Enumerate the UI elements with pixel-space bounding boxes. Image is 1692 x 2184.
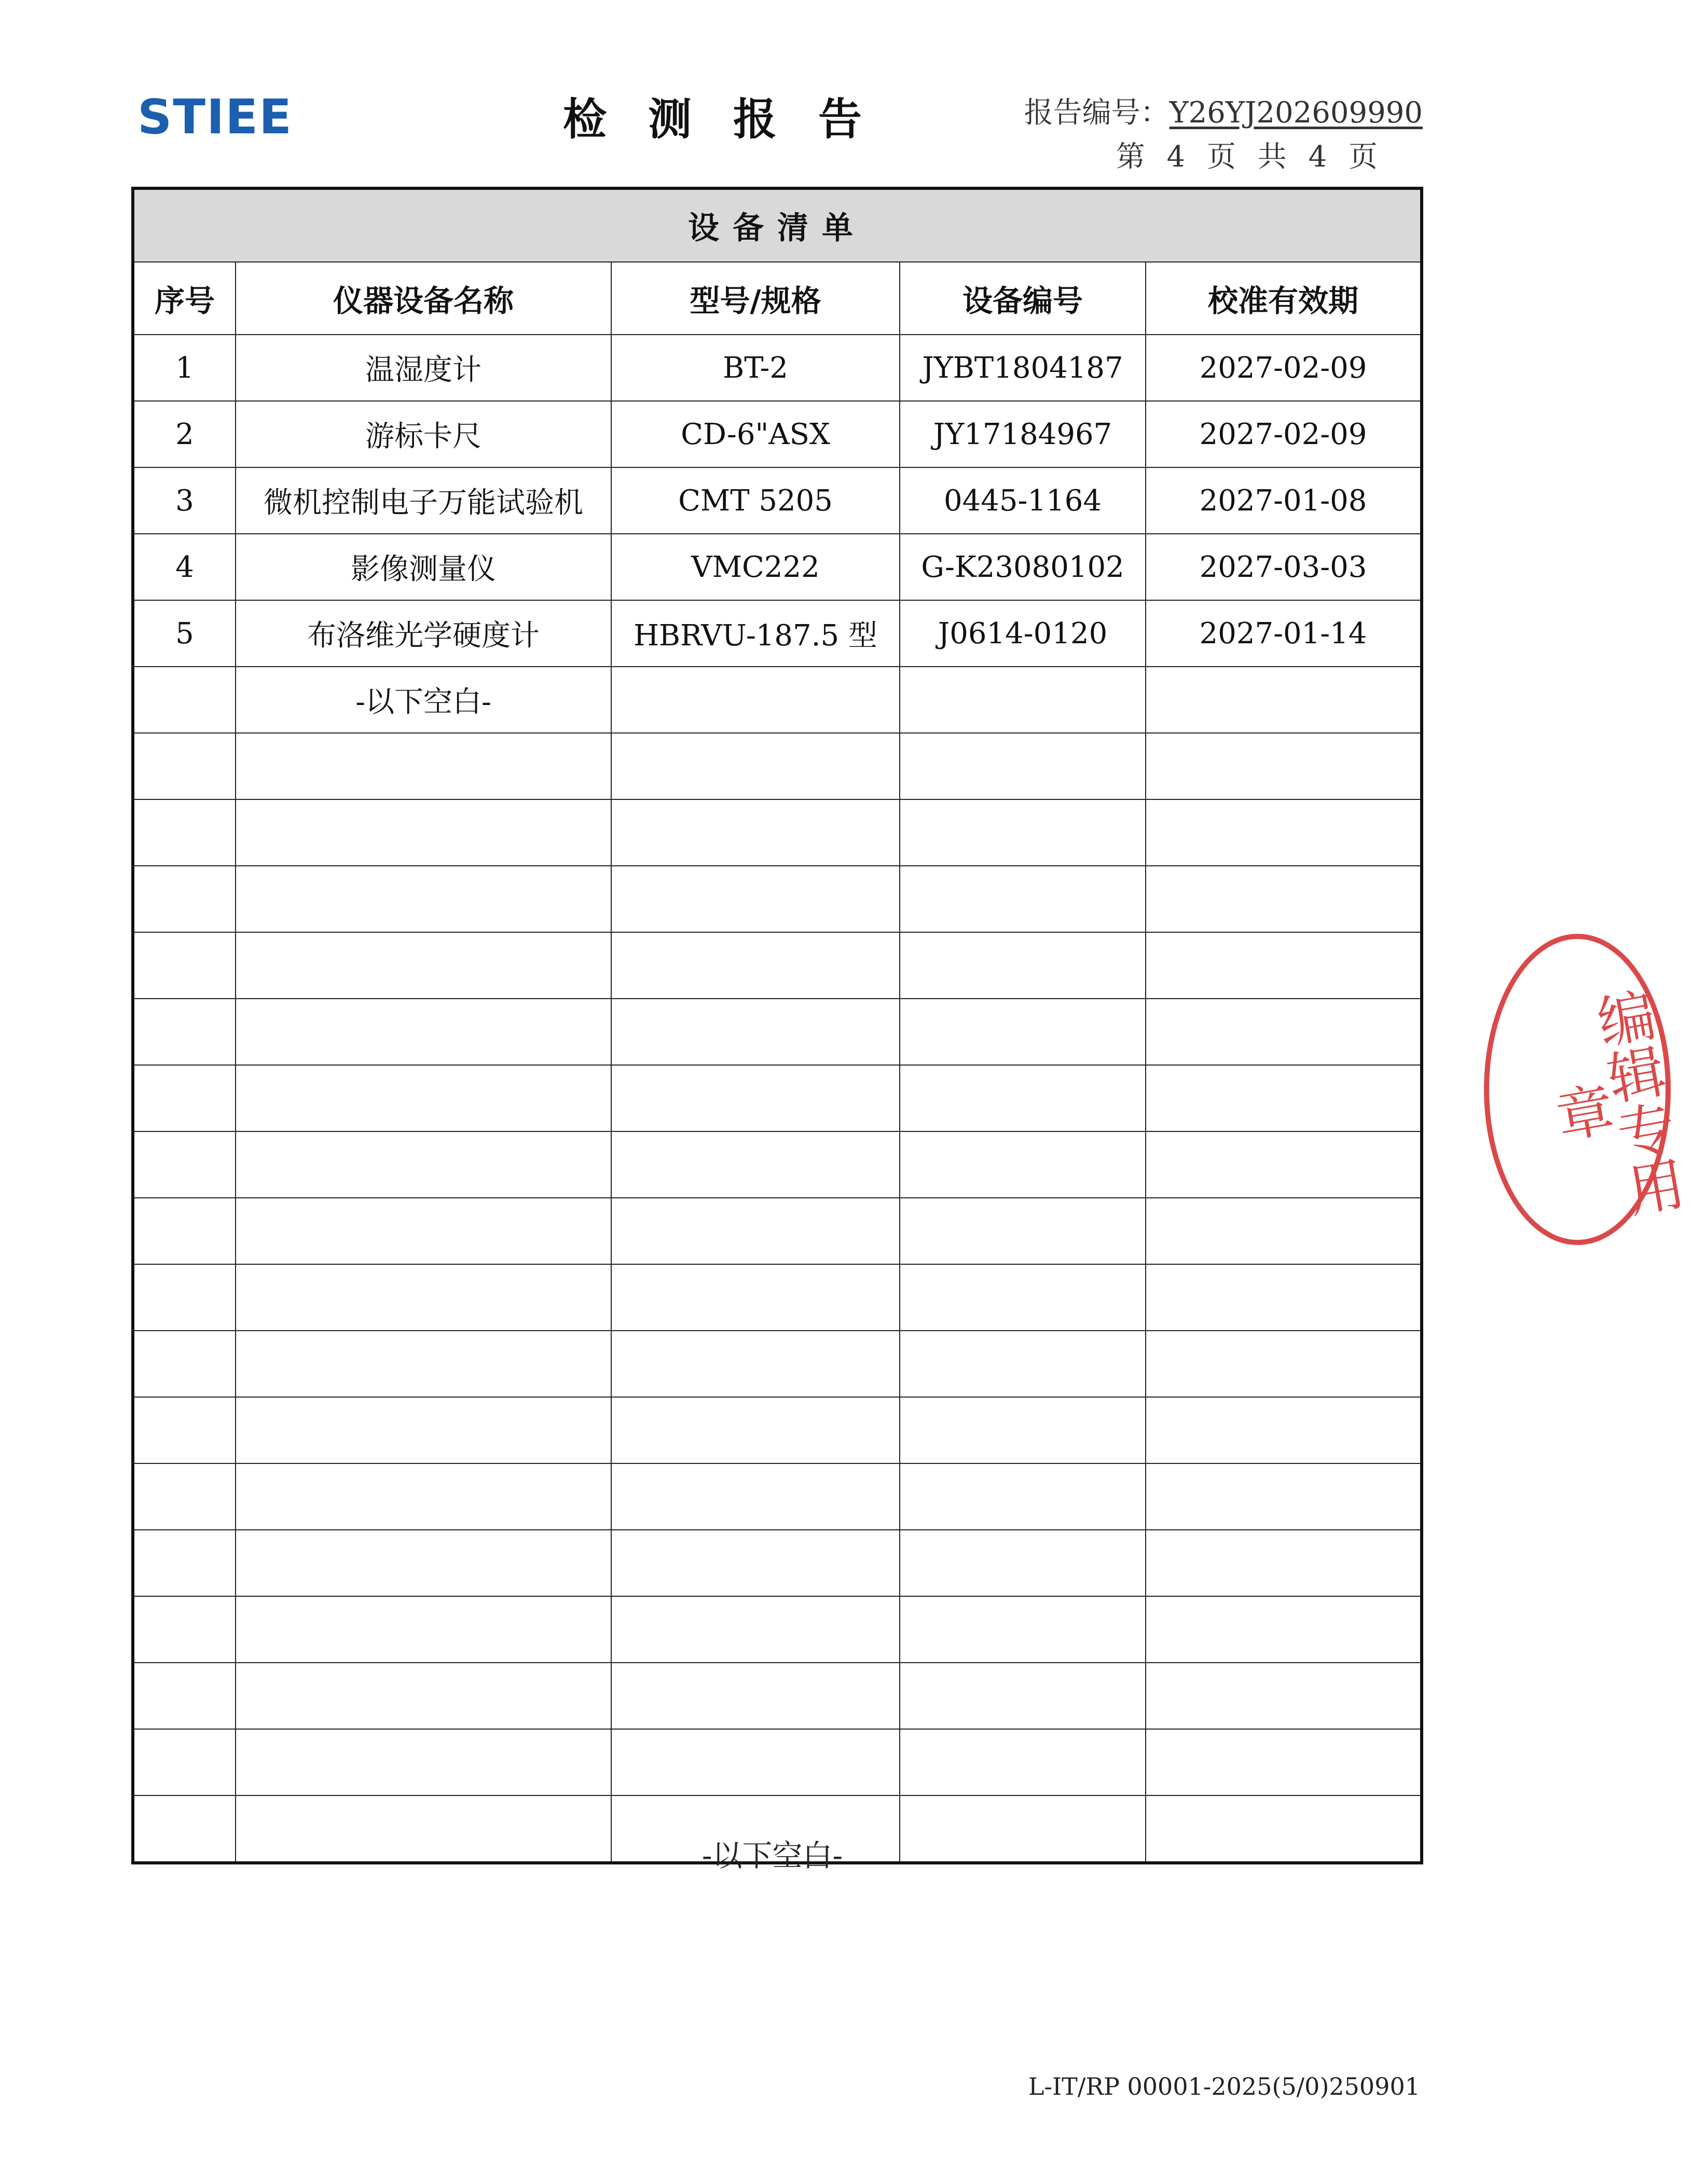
table-cell (900, 1331, 1146, 1397)
table-cell: -以下空白- (236, 667, 611, 733)
table-cell (133, 866, 236, 932)
table-cell: 布洛维光学硬度计 (236, 600, 611, 667)
table-row (133, 1463, 1422, 1530)
table-cell (236, 1198, 611, 1264)
table-cell: J0614-0120 (900, 600, 1146, 667)
table-header-row (133, 262, 1422, 335)
table-cell (236, 1065, 611, 1131)
table-cell (900, 1663, 1146, 1729)
table-cell (236, 999, 611, 1065)
table-cell (900, 1065, 1146, 1131)
table-cell (133, 1264, 236, 1331)
table-cell (133, 799, 236, 866)
table-cell (900, 733, 1146, 799)
equipment-table (131, 187, 1423, 1864)
table-cell (236, 1729, 611, 1795)
table-cell: 2027-01-14 (1146, 600, 1422, 667)
document-title: 检测报告 (563, 93, 904, 145)
table-row (133, 1131, 1422, 1198)
table-cell (133, 1596, 236, 1663)
table-cell (1146, 1530, 1422, 1596)
table-row (133, 1065, 1422, 1131)
table-cell (133, 1331, 236, 1397)
equipment-table-container (131, 187, 1420, 1864)
table-cell (900, 1596, 1146, 1663)
table-cell: 1 (133, 335, 236, 401)
table-cell (236, 1530, 611, 1596)
table-cell (900, 667, 1146, 733)
table-row (133, 467, 1422, 534)
table-cell (133, 1131, 236, 1198)
table-cell: 游标卡尺 (236, 401, 611, 467)
table-cell: JYBT1804187 (900, 335, 1146, 401)
table-row (133, 667, 1422, 733)
table-cell (133, 1729, 236, 1795)
table-cell (611, 1596, 900, 1663)
table-row (133, 401, 1422, 467)
table-cell: 4 (133, 534, 236, 600)
column-header: 设备编号 (900, 262, 1146, 335)
report-number (1024, 96, 1423, 130)
footer-document-code: L-IT/RP 00001-2025(5/0)250901 (1028, 2072, 1420, 2100)
table-cell: 5 (133, 600, 236, 667)
table-cell (900, 1131, 1146, 1198)
table-cell (236, 1264, 611, 1331)
page-count: 第 4 页 共 4 页 (1116, 140, 1384, 174)
table-cell (900, 1397, 1146, 1463)
table-row (133, 932, 1422, 999)
table-cell (611, 1397, 900, 1463)
report-number-value: Y26YJ202609990 (1169, 96, 1423, 130)
table-cell (133, 999, 236, 1065)
table-cell (1146, 1065, 1422, 1131)
table-cell (1146, 1397, 1422, 1463)
column-header: 序号 (133, 262, 236, 335)
table-cell (900, 866, 1146, 932)
table-cell (1146, 667, 1422, 733)
table-cell (900, 1264, 1146, 1331)
table-row (133, 1331, 1422, 1397)
table-cell (1146, 1198, 1422, 1264)
table-cell (611, 1530, 900, 1596)
table-cell (611, 1198, 900, 1264)
table-cell (133, 1530, 236, 1596)
table-cell (133, 1463, 236, 1530)
table-row (133, 999, 1422, 1065)
table-cell: 温湿度计 (236, 335, 611, 401)
table-cell (236, 1463, 611, 1530)
table-cell (236, 799, 611, 866)
table-cell: HBRVU-187.5 型 (611, 600, 900, 667)
table-cell (611, 866, 900, 932)
column-header: 型号/规格 (611, 262, 900, 335)
table-cell (133, 1065, 236, 1131)
table-cell (1146, 1729, 1422, 1795)
table-cell (1146, 1663, 1422, 1729)
table-cell (900, 1198, 1146, 1264)
table-cell (611, 1131, 900, 1198)
table-row (133, 1397, 1422, 1463)
column-header: 仪器设备名称 (236, 262, 611, 335)
table-cell (1146, 999, 1422, 1065)
table-cell: VMC222 (611, 534, 900, 600)
column-header: 校准有效期 (1146, 262, 1422, 335)
table-cell: 2027-02-09 (1146, 401, 1422, 467)
table-cell (133, 1198, 236, 1264)
table-body (133, 335, 1422, 1863)
table-cell (611, 799, 900, 866)
table-cell (1146, 1131, 1422, 1198)
table-cell (236, 1331, 611, 1397)
table-cell (611, 1729, 900, 1795)
table-cell: BT-2 (611, 335, 900, 401)
table-cell (611, 999, 900, 1065)
table-cell (611, 1663, 900, 1729)
table-cell: 2027-01-08 (1146, 467, 1422, 534)
table-row (133, 866, 1422, 932)
table-cell (133, 932, 236, 999)
table-cell (611, 667, 900, 733)
table-cell (133, 733, 236, 799)
table-cell (236, 1596, 611, 1663)
table-cell (133, 1397, 236, 1463)
table-cell (236, 866, 611, 932)
table-cell (611, 733, 900, 799)
table-cell: 0445-1164 (900, 467, 1146, 534)
table-caption: 设备清单 (133, 188, 1422, 262)
table-cell (133, 667, 236, 733)
table-cell (236, 1397, 611, 1463)
company-logo: STIEE (137, 89, 293, 145)
table-cell: 2027-03-03 (1146, 534, 1422, 600)
table-cell (236, 733, 611, 799)
table-row (133, 1729, 1422, 1795)
table-cell (611, 932, 900, 999)
table-cell (1146, 1463, 1422, 1530)
table-cell (611, 1463, 900, 1530)
table-row (133, 600, 1422, 667)
table-cell (611, 1065, 900, 1131)
table-cell (236, 1131, 611, 1198)
table-cell (133, 1663, 236, 1729)
table-cell: CMT 5205 (611, 467, 900, 534)
table-cell (1146, 733, 1422, 799)
table-cell (1146, 1264, 1422, 1331)
table-cell (900, 799, 1146, 866)
table-cell (1146, 1596, 1422, 1663)
table-cell: 影像测量仪 (236, 534, 611, 600)
table-cell (900, 1729, 1146, 1795)
table-cell: 微机控制电子万能试验机 (236, 467, 611, 534)
blank-below-note: -以下空白- (701, 1838, 843, 1873)
table-row (133, 799, 1422, 866)
table-row (133, 1264, 1422, 1331)
table-cell: JY17184967 (900, 401, 1146, 467)
table-cell (900, 1463, 1146, 1530)
table-row (133, 335, 1422, 401)
table-row (133, 534, 1422, 600)
table-cell (900, 932, 1146, 999)
table-cell (236, 932, 611, 999)
table-cell (611, 1331, 900, 1397)
table-cell (236, 1663, 611, 1729)
table-cell (1146, 1331, 1422, 1397)
table-cell (1146, 932, 1422, 999)
table-row (133, 1596, 1422, 1663)
table-cell (1146, 866, 1422, 932)
table-cell (1146, 799, 1422, 866)
table-row (133, 733, 1422, 799)
table-cell: 2027-02-09 (1146, 335, 1422, 401)
table-row (133, 1530, 1422, 1596)
table-row (133, 1663, 1422, 1729)
table-cell (611, 1264, 900, 1331)
table-cell: CD-6"ASX (611, 401, 900, 467)
table-cell (900, 1530, 1146, 1596)
table-cell: G-K23080102 (900, 534, 1146, 600)
report-number-label: 报告编号： (1024, 96, 1170, 130)
red-seal-stamp: 编辑专用章 (1484, 934, 1671, 1245)
table-cell (900, 999, 1146, 1065)
table-cell: 2 (133, 401, 236, 467)
table-cell: 3 (133, 467, 236, 534)
table-row (133, 1198, 1422, 1264)
